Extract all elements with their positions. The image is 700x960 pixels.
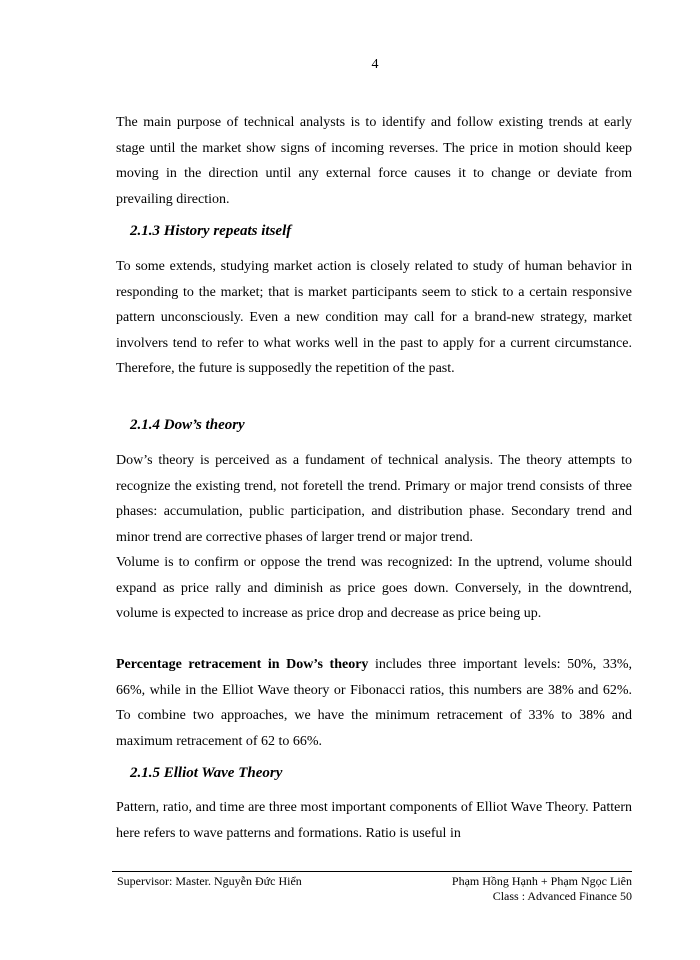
heading-history-repeats: 2.1.3 History repeats itself [130, 223, 292, 239]
retracement-text: includes three important levels: 50%, 33%, 66%, while in the Elliot Wave theory or Fibonacci ratios, this numbers are 38% and 62%. To combine two approaches, we have the minimum retracement of 33% to 38% and maximum retracement of 62 to 66%. [116, 657, 632, 749]
paragraph-intro: The main purpose of technical analysts is to identify and follow existing trends at early stage until the market show signs of incoming reverses. The price in motion should keep moving in the direction until any external force causes it to change or deviate from prevailing direction. [116, 115, 632, 207]
paragraph-dow-retracement [116, 652, 632, 754]
heading-elliot-wave: 2.1.5 Elliot Wave Theory [130, 765, 283, 781]
paragraph-dow-intro: Dow’s theory is perceived as a fundament of technical analysis. The theory attempts to recognize the existing trend, not foretell the trend. Primary or major trend consists of three phases: accumulation, public participation, and distribution phase. Secondary trend and minor trend are corrective phases of larger trend or major trend. [116, 453, 632, 545]
paragraph-dow-volume: Volume is to confirm or oppose the trend was recognized: In the uptrend, volume should expand as price rally and diminish as price goes down. Conversely, in the downtrend, volume is expected to increase as price drop and decrease as price being up. [116, 555, 632, 621]
footer-class: Class : Advanced Finance 50 [492, 889, 632, 903]
paragraph-elliot: Pattern, ratio, and time are three most important components of Elliot Wave Theory. Pattern here refers to wave patterns and formations. Ratio is useful in [116, 800, 632, 841]
retracement-bold-lead: Percentage retracement in Dow’s theory [116, 657, 369, 672]
paragraph-history: To some extends, studying market action is closely related to study of human behavior in responding to the market; that is market participants seem to stick to a certain responsive pattern unconsciously. Even a new condition may call for a brand-new strategy, market involvers tend to refer to what works well in the past to apply for a current circumstance. Therefore, the future is supposedly the repetition of the past. [116, 259, 632, 376]
footer-divider [112, 871, 632, 872]
heading-dows-theory: 2.1.4 Dow’s theory [130, 417, 245, 433]
footer-authors: Phạm Hồng Hạnh + Phạm Ngọc Liên [451, 874, 632, 888]
footer-authors-block [452, 874, 632, 904]
page-number: 4 [371, 57, 379, 72]
footer-supervisor: Supervisor: Master. Nguyễn Đức Hiển [117, 874, 302, 888]
